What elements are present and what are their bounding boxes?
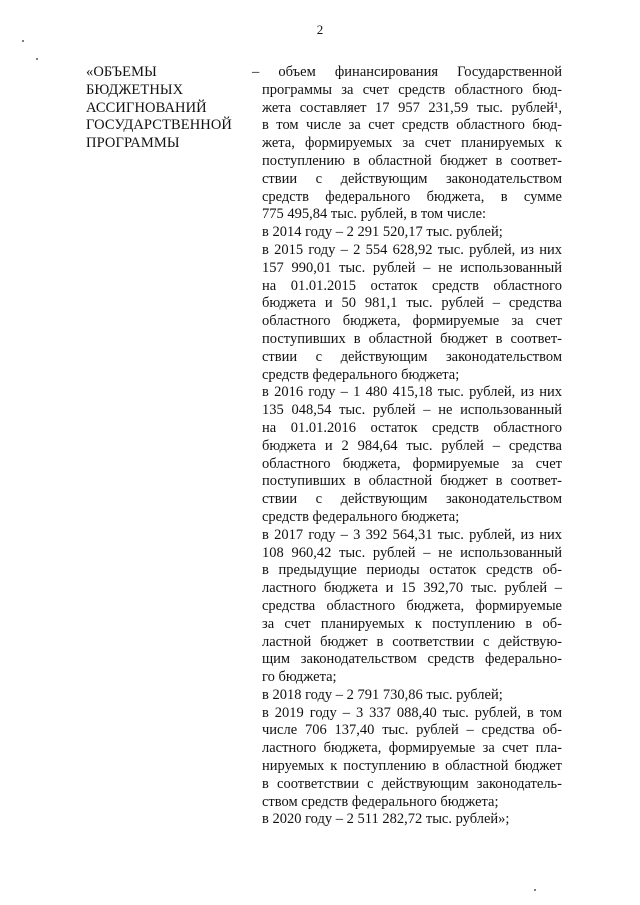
body-line: в 2016 году – 1 480 415,18 тыс. рублей, из них <box>262 384 562 401</box>
body-line: ствии с действующим законодательством <box>262 348 562 365</box>
body-line: 157 990,01 тыс. рублей – не использованный <box>262 259 562 276</box>
body-line: в 2015 году – 2 554 628,92 тыс. рублей, из них <box>262 241 562 258</box>
body-line: 775 495,84 тыс. рублей, в том числе: <box>262 206 487 223</box>
body-line: в 2017 году – 3 392 564,31 тыс. рублей, из них <box>262 526 562 543</box>
body-line: в соответствии с действующим законодатель- <box>262 775 562 792</box>
body-line: в 2014 году – 2 291 520,17 тыс. рублей; <box>262 224 503 241</box>
body-line: числе 706 137,40 тыс. рублей – средства об- <box>262 722 562 739</box>
body-line: средств федерального бюджета, в сумме <box>262 188 562 205</box>
body-line: 108 960,42 тыс. рублей – не использованный <box>262 544 562 561</box>
body-line: поступивших в областной бюджет в соответ- <box>262 473 562 490</box>
heading-line: ГОСУДАРСТВЕННОЙ <box>86 117 232 134</box>
body-line: ствии с действующим законодательством <box>262 491 562 508</box>
body-line: в 2018 году – 2 791 730,86 тыс. рублей; <box>262 686 503 703</box>
body-line: ластного бюджета, формируемые за счет пла- <box>262 740 562 757</box>
body-line: жета составляет 17 957 231,59 тыс. рублей¹, <box>262 99 562 116</box>
body-line: бюджета и 50 981,1 тыс. рублей – средства <box>262 295 562 312</box>
body-line: ластной бюджет в соответствии с действую- <box>262 633 562 650</box>
body-line: жета, формируемых за счет планируемых к <box>262 135 562 152</box>
section-heading <box>86 64 246 153</box>
body-line: в 2020 году – 2 511 282,72 тыс. рублей»; <box>262 811 510 828</box>
body-line: ством средств федерального бюджета; <box>262 793 499 810</box>
section-body <box>252 64 562 829</box>
body-line: за счет планируемых к поступлению в об- <box>262 615 562 632</box>
body-line: средства областного бюджета, формируемые <box>262 597 562 614</box>
body-line: 135 048,54 тыс. рублей – не использованный <box>262 402 562 419</box>
scan-speck <box>22 40 24 42</box>
heading-line: БЮДЖЕТНЫХ <box>86 81 184 98</box>
body-line: ластного бюджета и 15 392,70 тыс. рублей – <box>262 580 562 597</box>
body-line: областного бюджета, формируемые за счет <box>262 313 562 330</box>
body-line: программы за счет средств областного бюд- <box>262 81 562 98</box>
body-line: нируемых к поступлению в областной бюджет <box>262 758 562 775</box>
body-line: областного бюджета, формируемые за счет <box>262 455 562 472</box>
body-line: бюджета и 2 984,64 тыс. рублей – средства <box>262 437 562 454</box>
scan-speck <box>36 58 38 60</box>
body-line: в 2019 году – 3 337 088,40 тыс. рублей, в том <box>262 704 562 721</box>
body-line: средств федерального бюджета; <box>262 366 460 383</box>
heading-line: «ОБЪЕМЫ <box>86 64 157 80</box>
body-line: средств федерального бюджета; <box>262 508 460 525</box>
body-line: поступлению в областной бюджет в соответ- <box>262 152 562 169</box>
body-line: в предыдущие периоды остаток средств об- <box>262 562 562 579</box>
body-line: поступивших в областной бюджет в соответ- <box>262 330 562 347</box>
body-line: – объем финансирования Государственной <box>252 64 562 80</box>
page-number: 2 <box>316 22 324 37</box>
heading-line: АССИГНОВАНИЙ <box>86 99 207 116</box>
body-line: щим законодательством средств федерально- <box>262 651 562 668</box>
scan-speck <box>534 889 536 891</box>
body-line: ствии с действующим законодательством <box>262 170 562 187</box>
body-line: на 01.01.2015 остаток средств областного <box>262 277 562 294</box>
heading-line: ПРОГРАММЫ <box>86 135 180 152</box>
body-line: го бюджета; <box>262 669 337 686</box>
body-line: на 01.01.2016 остаток средств областного <box>262 419 562 436</box>
body-line: в том числе за счет средств областного бюд- <box>262 117 562 134</box>
